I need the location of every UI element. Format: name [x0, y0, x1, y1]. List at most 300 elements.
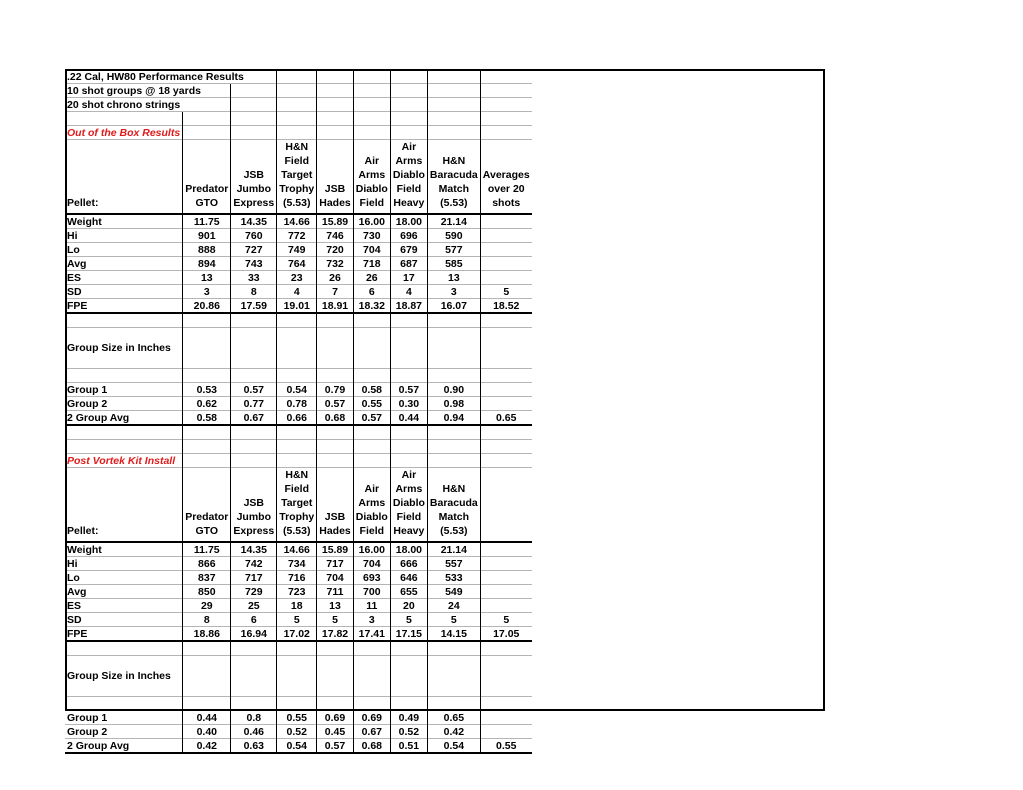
data-cell: 17 [390, 271, 427, 285]
empty-cell [390, 328, 427, 369]
table-row [65, 299, 532, 314]
chrono-note: 20 shot chrono strings [65, 98, 231, 112]
empty-cell [353, 440, 390, 454]
data-cell: 14.66 [277, 214, 317, 229]
empty-cell [480, 126, 531, 140]
data-cell: 0.46 [231, 725, 277, 739]
empty-cell [390, 454, 427, 468]
empty-cell [231, 313, 277, 328]
row-label: Group 1 [65, 383, 183, 397]
data-cell: 18.00 [390, 542, 427, 557]
data-cell [480, 271, 531, 285]
data-cell: 0.40 [183, 725, 231, 739]
column-header: H&N Field Target Trophy (5.53) [277, 468, 317, 543]
data-cell: 18.52 [480, 299, 531, 314]
table-row [65, 257, 532, 271]
empty-cell [317, 70, 354, 84]
data-cell: 0.98 [427, 397, 480, 411]
data-cell: 16.00 [353, 214, 390, 229]
data-cell: 734 [277, 557, 317, 571]
table-row [65, 285, 532, 299]
data-cell: 0.78 [277, 397, 317, 411]
section1-header-row [65, 140, 532, 215]
empty-cell [390, 112, 427, 126]
data-cell: 21.14 [427, 214, 480, 229]
data-cell: 0.57 [231, 383, 277, 397]
data-cell: 0.66 [277, 411, 317, 426]
empty-cell [427, 641, 480, 656]
row-label: 2 Group Avg [65, 411, 183, 426]
data-cell: 772 [277, 229, 317, 243]
empty-cell [183, 425, 231, 440]
data-cell: 4 [390, 285, 427, 299]
data-cell: 704 [317, 571, 354, 585]
empty-cell [390, 369, 427, 383]
empty-cell [480, 70, 531, 84]
table-row [65, 271, 532, 285]
column-header: Air Arms Diablo Field Heavy [390, 468, 427, 543]
column-header: JSB Hades [317, 140, 354, 215]
empty-cell [277, 369, 317, 383]
subtitle-row [65, 98, 532, 112]
row-label: FPE [65, 299, 183, 314]
empty-cell [390, 425, 427, 440]
empty-cell [277, 84, 317, 98]
empty-cell [480, 697, 531, 711]
row-label: Lo [65, 571, 183, 585]
empty-cell [65, 440, 183, 454]
data-cell: 0.77 [231, 397, 277, 411]
data-cell: 0.69 [317, 711, 354, 725]
data-cell: 5 [390, 613, 427, 627]
section2-title-row [65, 454, 532, 468]
data-cell: 850 [183, 585, 231, 599]
results-table [65, 69, 532, 754]
data-cell: 0.49 [390, 711, 427, 725]
column-header: H&N Field Target Trophy (5.53) [277, 140, 317, 215]
data-cell: 14.35 [231, 542, 277, 557]
empty-cell [277, 98, 317, 112]
empty-cell [317, 328, 354, 369]
empty-cell [183, 328, 231, 369]
section1-title-row [65, 126, 532, 140]
empty-cell [65, 641, 183, 656]
data-cell: 20.86 [183, 299, 231, 314]
empty-cell [480, 84, 531, 98]
data-cell: 17.15 [390, 627, 427, 642]
data-cell: 0.53 [183, 383, 231, 397]
data-cell: 0.55 [480, 739, 531, 754]
data-cell [480, 397, 531, 411]
row-label: Hi [65, 557, 183, 571]
empty-cell [427, 313, 480, 328]
data-cell [480, 243, 531, 257]
empty-cell [480, 425, 531, 440]
empty-cell [390, 656, 427, 697]
data-cell: 704 [353, 557, 390, 571]
data-cell: 533 [427, 571, 480, 585]
data-cell: 18.32 [353, 299, 390, 314]
data-cell: 3 [353, 613, 390, 627]
empty-cell [353, 112, 390, 126]
empty-cell [390, 70, 427, 84]
data-cell: 888 [183, 243, 231, 257]
empty-cell [183, 126, 231, 140]
data-cell: 704 [353, 243, 390, 257]
empty-cell [277, 454, 317, 468]
table-row [65, 542, 532, 557]
row-label: SD [65, 285, 183, 299]
empty-cell [427, 112, 480, 126]
data-cell: 0.54 [277, 383, 317, 397]
table-row [65, 739, 532, 754]
data-cell: 716 [277, 571, 317, 585]
data-cell: 5 [480, 613, 531, 627]
empty-cell [231, 656, 277, 697]
data-cell: 0.44 [183, 711, 231, 725]
data-cell: 679 [390, 243, 427, 257]
data-cell: 0.90 [427, 383, 480, 397]
row-label: 2 Group Avg [65, 739, 183, 754]
column-header: JSB Jumbo Express [231, 140, 277, 215]
empty-cell [317, 440, 354, 454]
empty-cell [317, 369, 354, 383]
data-cell [480, 383, 531, 397]
spacer-row [65, 369, 532, 383]
empty-cell [353, 328, 390, 369]
table-row [65, 243, 532, 257]
data-cell: 5 [317, 613, 354, 627]
data-cell: 11.75 [183, 214, 231, 229]
empty-cell [183, 656, 231, 697]
section1-group-heading-row [65, 328, 532, 369]
empty-cell [277, 641, 317, 656]
data-cell: 549 [427, 585, 480, 599]
data-cell: 666 [390, 557, 427, 571]
empty-cell [317, 313, 354, 328]
empty-cell [353, 454, 390, 468]
empty-cell [277, 70, 317, 84]
data-cell: 717 [317, 557, 354, 571]
row-label: Hi [65, 229, 183, 243]
data-cell: 732 [317, 257, 354, 271]
empty-cell [65, 369, 183, 383]
empty-cell [480, 313, 531, 328]
data-cell: 894 [183, 257, 231, 271]
sheet-title: .22 Cal, HW80 Performance Results [65, 70, 277, 84]
empty-cell [353, 126, 390, 140]
data-cell: 0.55 [277, 711, 317, 725]
spacer-row [65, 440, 532, 454]
data-cell: 0.57 [390, 383, 427, 397]
data-cell: 33 [231, 271, 277, 285]
empty-cell [480, 98, 531, 112]
empty-cell [353, 697, 390, 711]
data-cell: 760 [231, 229, 277, 243]
data-cell: 18 [277, 599, 317, 613]
row-label: Lo [65, 243, 183, 257]
empty-cell [427, 454, 480, 468]
empty-cell [353, 656, 390, 697]
table-row [65, 411, 532, 426]
data-cell: 11 [353, 599, 390, 613]
data-cell: 717 [231, 571, 277, 585]
empty-cell [480, 454, 531, 468]
empty-cell [480, 369, 531, 383]
title-row [65, 70, 532, 84]
empty-cell [231, 641, 277, 656]
empty-cell [317, 98, 354, 112]
empty-cell [231, 454, 277, 468]
data-cell: 0.55 [353, 397, 390, 411]
data-cell: 6 [353, 285, 390, 299]
data-cell: 0.94 [427, 411, 480, 426]
empty-cell [480, 112, 531, 126]
section-title: Post Vortek Kit Install [65, 454, 183, 468]
empty-cell [231, 328, 277, 369]
row-label: SD [65, 613, 183, 627]
data-cell: 26 [353, 271, 390, 285]
data-cell: 0.79 [317, 383, 354, 397]
empty-cell [353, 641, 390, 656]
table-row [65, 557, 532, 571]
row-label: ES [65, 599, 183, 613]
data-cell: 585 [427, 257, 480, 271]
empty-cell [317, 641, 354, 656]
data-cell: 693 [353, 571, 390, 585]
data-cell: 764 [277, 257, 317, 271]
data-cell: 8 [183, 613, 231, 627]
empty-cell [427, 369, 480, 383]
row-label: Avg [65, 257, 183, 271]
column-header: Predator GTO [183, 140, 231, 215]
data-cell: 0.45 [317, 725, 354, 739]
data-cell: 18.86 [183, 627, 231, 642]
data-cell: 0.42 [427, 725, 480, 739]
empty-cell [480, 328, 531, 369]
data-cell: 729 [231, 585, 277, 599]
data-cell: 866 [183, 557, 231, 571]
data-cell: 3 [427, 285, 480, 299]
data-cell [480, 585, 531, 599]
spacer-row [65, 697, 532, 711]
empty-cell [390, 440, 427, 454]
empty-cell [65, 697, 183, 711]
row-label: Weight [65, 214, 183, 229]
table-row [65, 725, 532, 739]
empty-cell [353, 84, 390, 98]
empty-cell [277, 425, 317, 440]
data-cell: 7 [317, 285, 354, 299]
column-header: Averages over 20 shots [480, 140, 531, 215]
empty-cell [427, 70, 480, 84]
data-cell: 19.01 [277, 299, 317, 314]
data-cell: 8 [231, 285, 277, 299]
empty-cell [277, 328, 317, 369]
empty-cell [317, 425, 354, 440]
empty-cell [390, 84, 427, 98]
data-cell: 577 [427, 243, 480, 257]
data-cell: 746 [317, 229, 354, 243]
data-cell: 3 [183, 285, 231, 299]
row-label: Avg [65, 585, 183, 599]
empty-cell [480, 641, 531, 656]
empty-cell [390, 697, 427, 711]
empty-cell [231, 425, 277, 440]
data-cell: 17.02 [277, 627, 317, 642]
empty-cell [390, 641, 427, 656]
data-cell: 0.68 [353, 739, 390, 754]
empty-cell [277, 697, 317, 711]
spacer-row [65, 425, 532, 440]
empty-cell [480, 440, 531, 454]
data-cell: 0.57 [317, 397, 354, 411]
data-cell: 0.67 [231, 411, 277, 426]
empty-cell [390, 313, 427, 328]
row-label: Weight [65, 542, 183, 557]
data-cell: 0.51 [390, 739, 427, 754]
empty-cell [480, 656, 531, 697]
row-label: Group 2 [65, 397, 183, 411]
data-cell: 17.41 [353, 627, 390, 642]
data-cell: 13 [317, 599, 354, 613]
data-cell: 25 [231, 599, 277, 613]
empty-cell [427, 98, 480, 112]
empty-cell [277, 112, 317, 126]
pellet-label: Pellet: [65, 140, 183, 215]
empty-cell [183, 440, 231, 454]
data-cell: 742 [231, 557, 277, 571]
data-cell [480, 711, 531, 725]
data-cell: 743 [231, 257, 277, 271]
data-cell: 720 [317, 243, 354, 257]
empty-cell [317, 112, 354, 126]
empty-cell [317, 697, 354, 711]
empty-cell [183, 313, 231, 328]
data-cell [480, 725, 531, 739]
data-cell: 13 [427, 271, 480, 285]
data-cell: 718 [353, 257, 390, 271]
empty-cell [427, 425, 480, 440]
column-header: JSB Hades [317, 468, 354, 543]
data-cell [480, 214, 531, 229]
spacer-row [65, 313, 532, 328]
data-cell: 16.07 [427, 299, 480, 314]
empty-cell [231, 369, 277, 383]
data-cell: 0.52 [390, 725, 427, 739]
data-cell: 0.58 [353, 383, 390, 397]
data-cell: 727 [231, 243, 277, 257]
table-row [65, 613, 532, 627]
data-cell: 696 [390, 229, 427, 243]
group-size-heading: Group Size in Inches [65, 656, 183, 697]
table-row [65, 571, 532, 585]
empty-cell [231, 440, 277, 454]
data-cell: 0.63 [231, 739, 277, 754]
row-label: Group 1 [65, 711, 183, 725]
empty-cell [427, 440, 480, 454]
data-cell: 18.00 [390, 214, 427, 229]
empty-cell [277, 656, 317, 697]
section2-group-heading-row [65, 656, 532, 697]
empty-cell [390, 126, 427, 140]
data-cell: 0.67 [353, 725, 390, 739]
empty-cell [183, 369, 231, 383]
empty-cell [277, 440, 317, 454]
empty-cell [353, 70, 390, 84]
empty-cell [65, 112, 183, 126]
empty-cell [183, 641, 231, 656]
data-cell: 590 [427, 229, 480, 243]
data-cell: 11.75 [183, 542, 231, 557]
data-cell: 17.82 [317, 627, 354, 642]
column-header: Air Arms Diablo Field Heavy [390, 140, 427, 215]
shot-group-note: 10 shot groups @ 18 yards [65, 84, 231, 98]
column-header: H&N Baracuda Match (5.53) [427, 140, 480, 215]
data-cell: 16.00 [353, 542, 390, 557]
data-cell: 0.57 [353, 411, 390, 426]
empty-cell [317, 84, 354, 98]
data-cell: 26 [317, 271, 354, 285]
pellet-label: Pellet: [65, 468, 183, 543]
data-cell: 837 [183, 571, 231, 585]
empty-cell [183, 454, 231, 468]
data-cell: 14.15 [427, 627, 480, 642]
data-cell: 5 [277, 613, 317, 627]
data-cell: 730 [353, 229, 390, 243]
data-cell: 20 [390, 599, 427, 613]
data-cell: 0.65 [480, 411, 531, 426]
data-cell: 0.30 [390, 397, 427, 411]
data-cell: 0.68 [317, 411, 354, 426]
data-cell: 17.05 [480, 627, 531, 642]
data-cell: 723 [277, 585, 317, 599]
data-cell: 18.87 [390, 299, 427, 314]
data-cell: 0.8 [231, 711, 277, 725]
data-cell [480, 557, 531, 571]
data-cell: 14.66 [277, 542, 317, 557]
table-row [65, 214, 532, 229]
empty-cell [317, 454, 354, 468]
table-row [65, 585, 532, 599]
empty-cell [427, 126, 480, 140]
data-cell: 711 [317, 585, 354, 599]
data-cell: 13 [183, 271, 231, 285]
row-label: Group 2 [65, 725, 183, 739]
table-body [65, 70, 532, 754]
column-header: Air Arms Diablo Field [353, 468, 390, 543]
data-cell: 557 [427, 557, 480, 571]
empty-cell [317, 126, 354, 140]
data-cell: 687 [390, 257, 427, 271]
spacer-row [65, 112, 532, 126]
spacer-row [65, 641, 532, 656]
data-cell [480, 257, 531, 271]
data-cell: 15.89 [317, 542, 354, 557]
data-cell: 5 [480, 285, 531, 299]
section-title: Out of the Box Results [65, 126, 183, 140]
table-row [65, 627, 532, 642]
empty-cell [427, 697, 480, 711]
data-cell: 0.44 [390, 411, 427, 426]
empty-cell [427, 84, 480, 98]
data-cell: 5 [427, 613, 480, 627]
table-row [65, 397, 532, 411]
data-cell: 15.89 [317, 214, 354, 229]
empty-cell [317, 656, 354, 697]
empty-cell [183, 697, 231, 711]
table-row [65, 229, 532, 243]
